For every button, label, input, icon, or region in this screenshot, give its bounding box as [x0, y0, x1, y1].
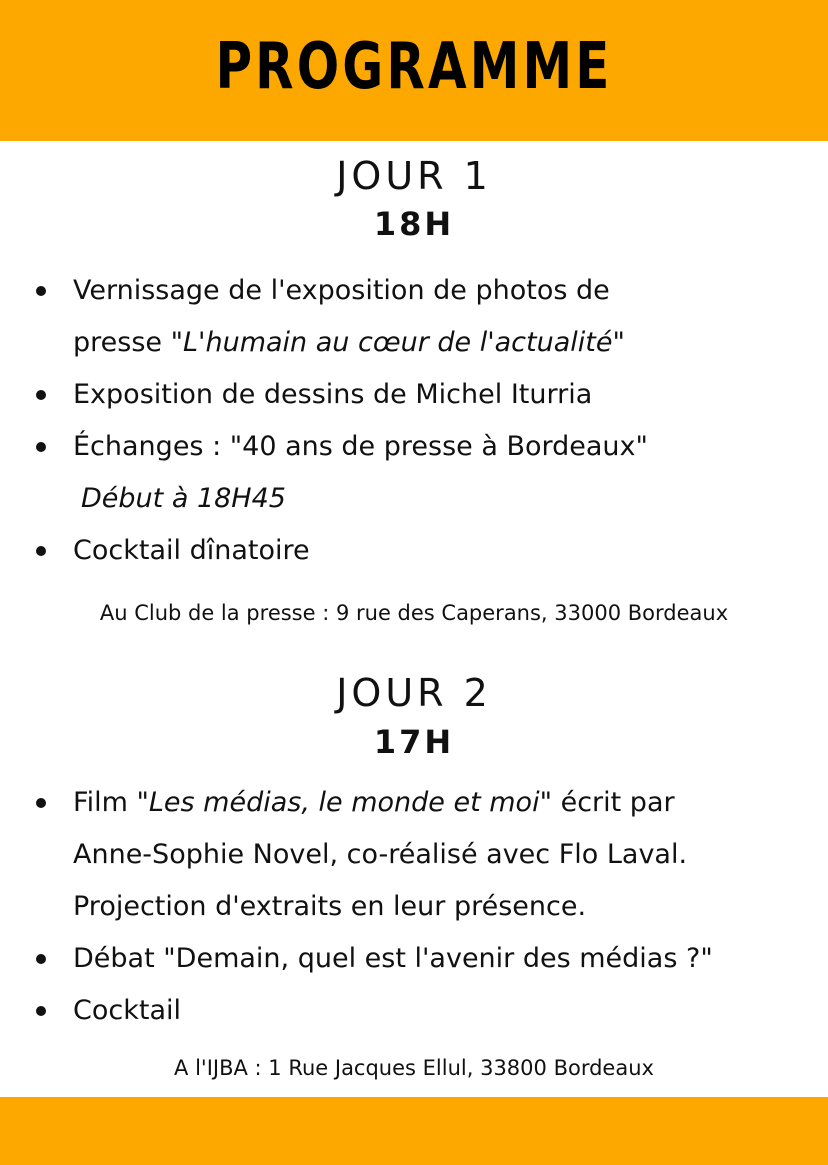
item-text: Exposition de dessins de Michel Iturria	[73, 379, 593, 410]
day1-venue: Au Club de la presse : 9 rue des Caperans, 33000 Bordeaux	[99, 601, 729, 625]
item-text: Échanges : "40 ans de presse à Bordeaux"	[73, 431, 648, 462]
bullet-icon	[36, 546, 46, 556]
list-item	[0, 265, 828, 369]
day2-title: JOUR 2	[336, 671, 492, 715]
item-subline: Début à 18H45	[81, 483, 286, 514]
list-item	[0, 985, 828, 1037]
day2-time: 17H	[373, 723, 455, 761]
item-line: Vernissage de l'exposition de photos de	[73, 275, 610, 306]
day1-time: 18H	[373, 205, 455, 243]
list-item	[0, 525, 828, 577]
item-text: Cocktail dînatoire	[73, 535, 310, 566]
bullet-icon	[36, 1006, 46, 1016]
item-line-suffix: " écrit par	[539, 787, 675, 818]
list-item	[0, 369, 828, 421]
list-item	[0, 933, 828, 985]
item-text: Débat "Demain, quel est l'avenir des médias ?"	[73, 943, 713, 974]
list-item	[0, 777, 828, 933]
bullet-icon	[36, 954, 46, 964]
item-line-suffix: "	[612, 327, 625, 358]
bullet-icon	[36, 390, 46, 400]
item-line: Projection d'extraits en leur présence.	[73, 891, 587, 922]
item-line-italic: L'humain au cœur de l'actualité	[183, 327, 613, 358]
item-line-italic: Les médias, le monde et moi	[148, 787, 540, 818]
day2-venue: A l'IJBA : 1 Rue Jacques Ellul, 33800 Bordeaux	[174, 1056, 654, 1080]
day1-title: JOUR 1	[336, 154, 492, 198]
list-item	[0, 421, 828, 525]
bullet-icon	[36, 286, 46, 296]
item-line-prefix: Film "	[73, 787, 149, 818]
item-line-prefix: presse "	[73, 327, 184, 358]
item-text: Cocktail	[73, 995, 181, 1026]
day1-list	[0, 265, 828, 577]
footer-band	[0, 1097, 828, 1165]
day2-list	[0, 777, 828, 1037]
item-line: Anne-Sophie Novel, co-réalisé avec Flo Laval.	[73, 839, 688, 870]
bullet-icon	[36, 442, 46, 452]
page-title: PROGRAMME	[215, 30, 613, 104]
bullet-icon	[36, 798, 46, 808]
